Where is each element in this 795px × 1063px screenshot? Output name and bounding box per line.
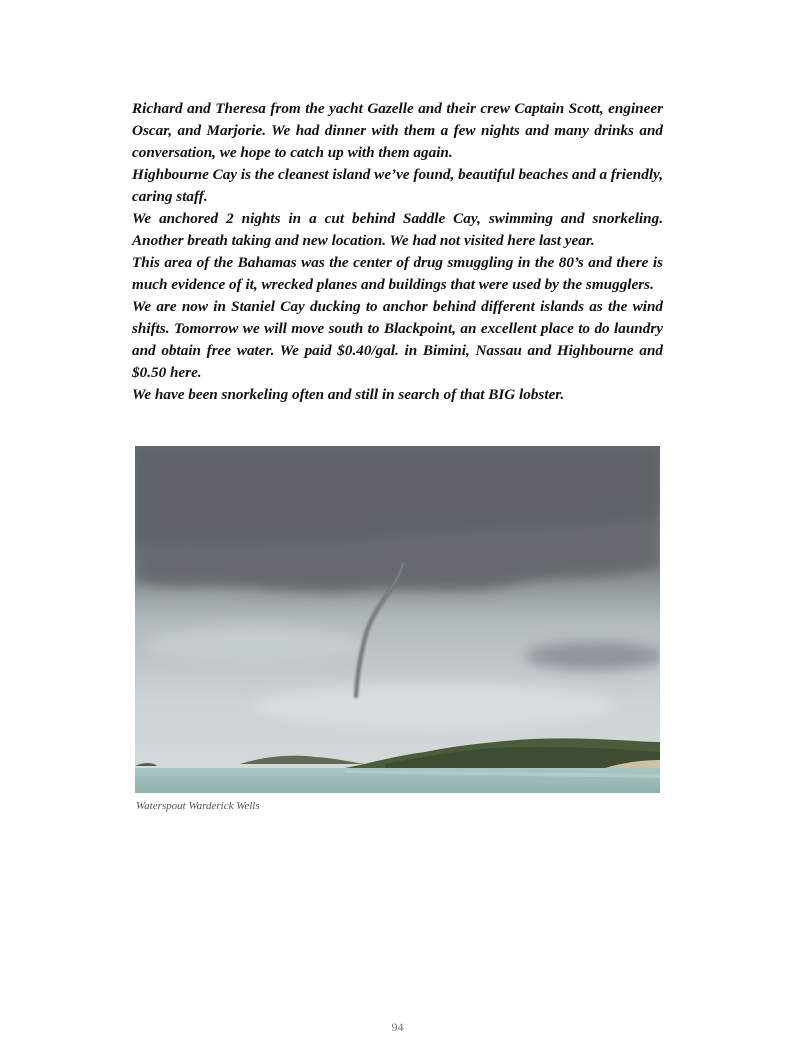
waterspout-photo-image	[135, 446, 660, 793]
photo-caption: Waterspout Warderick Wells	[136, 800, 260, 812]
paragraph-saddle-cay: We anchored 2 nights in a cut behind Saddle Cay, swimming and snorkeling. Another breath taking and new location. We had not visited here last year.	[132, 210, 663, 249]
paragraph-snorkeling: We have been snorkeling often and still in search of that BIG lobster.	[132, 386, 565, 403]
waterspout-photo	[135, 446, 660, 793]
paragraph-highbourne-cay: Highbourne Cay is the cleanest island we’ve found, beautiful beaches and a friendly, caring staff.	[132, 166, 664, 205]
page-number: 94	[391, 1020, 404, 1034]
paragraph-drug-smuggling: This area of the Bahamas was the center of drug smuggling in the 80’s and there is much evidence of it, wrecked planes and buildings that were used by the smugglers.	[132, 254, 663, 293]
body-text	[132, 98, 663, 406]
paragraph-gazelle-crew: Richard and Theresa from the yacht Gazelle and their crew Captain Scott, engineer Oscar, and Marjorie. We had dinner with them a few nights and many drinks and conversation, we hope to catch up with them again.	[132, 100, 663, 161]
paragraph-staniel-cay: We are now in Staniel Cay ducking to anchor behind different islands as the wind shifts. Tomorrow we will move south to Blackpoint, an excellent place to do laundry and obtain free water. We paid $0.40/gal. in Bimini, Nassau and Highbourne and $0.50 here.	[132, 298, 663, 381]
